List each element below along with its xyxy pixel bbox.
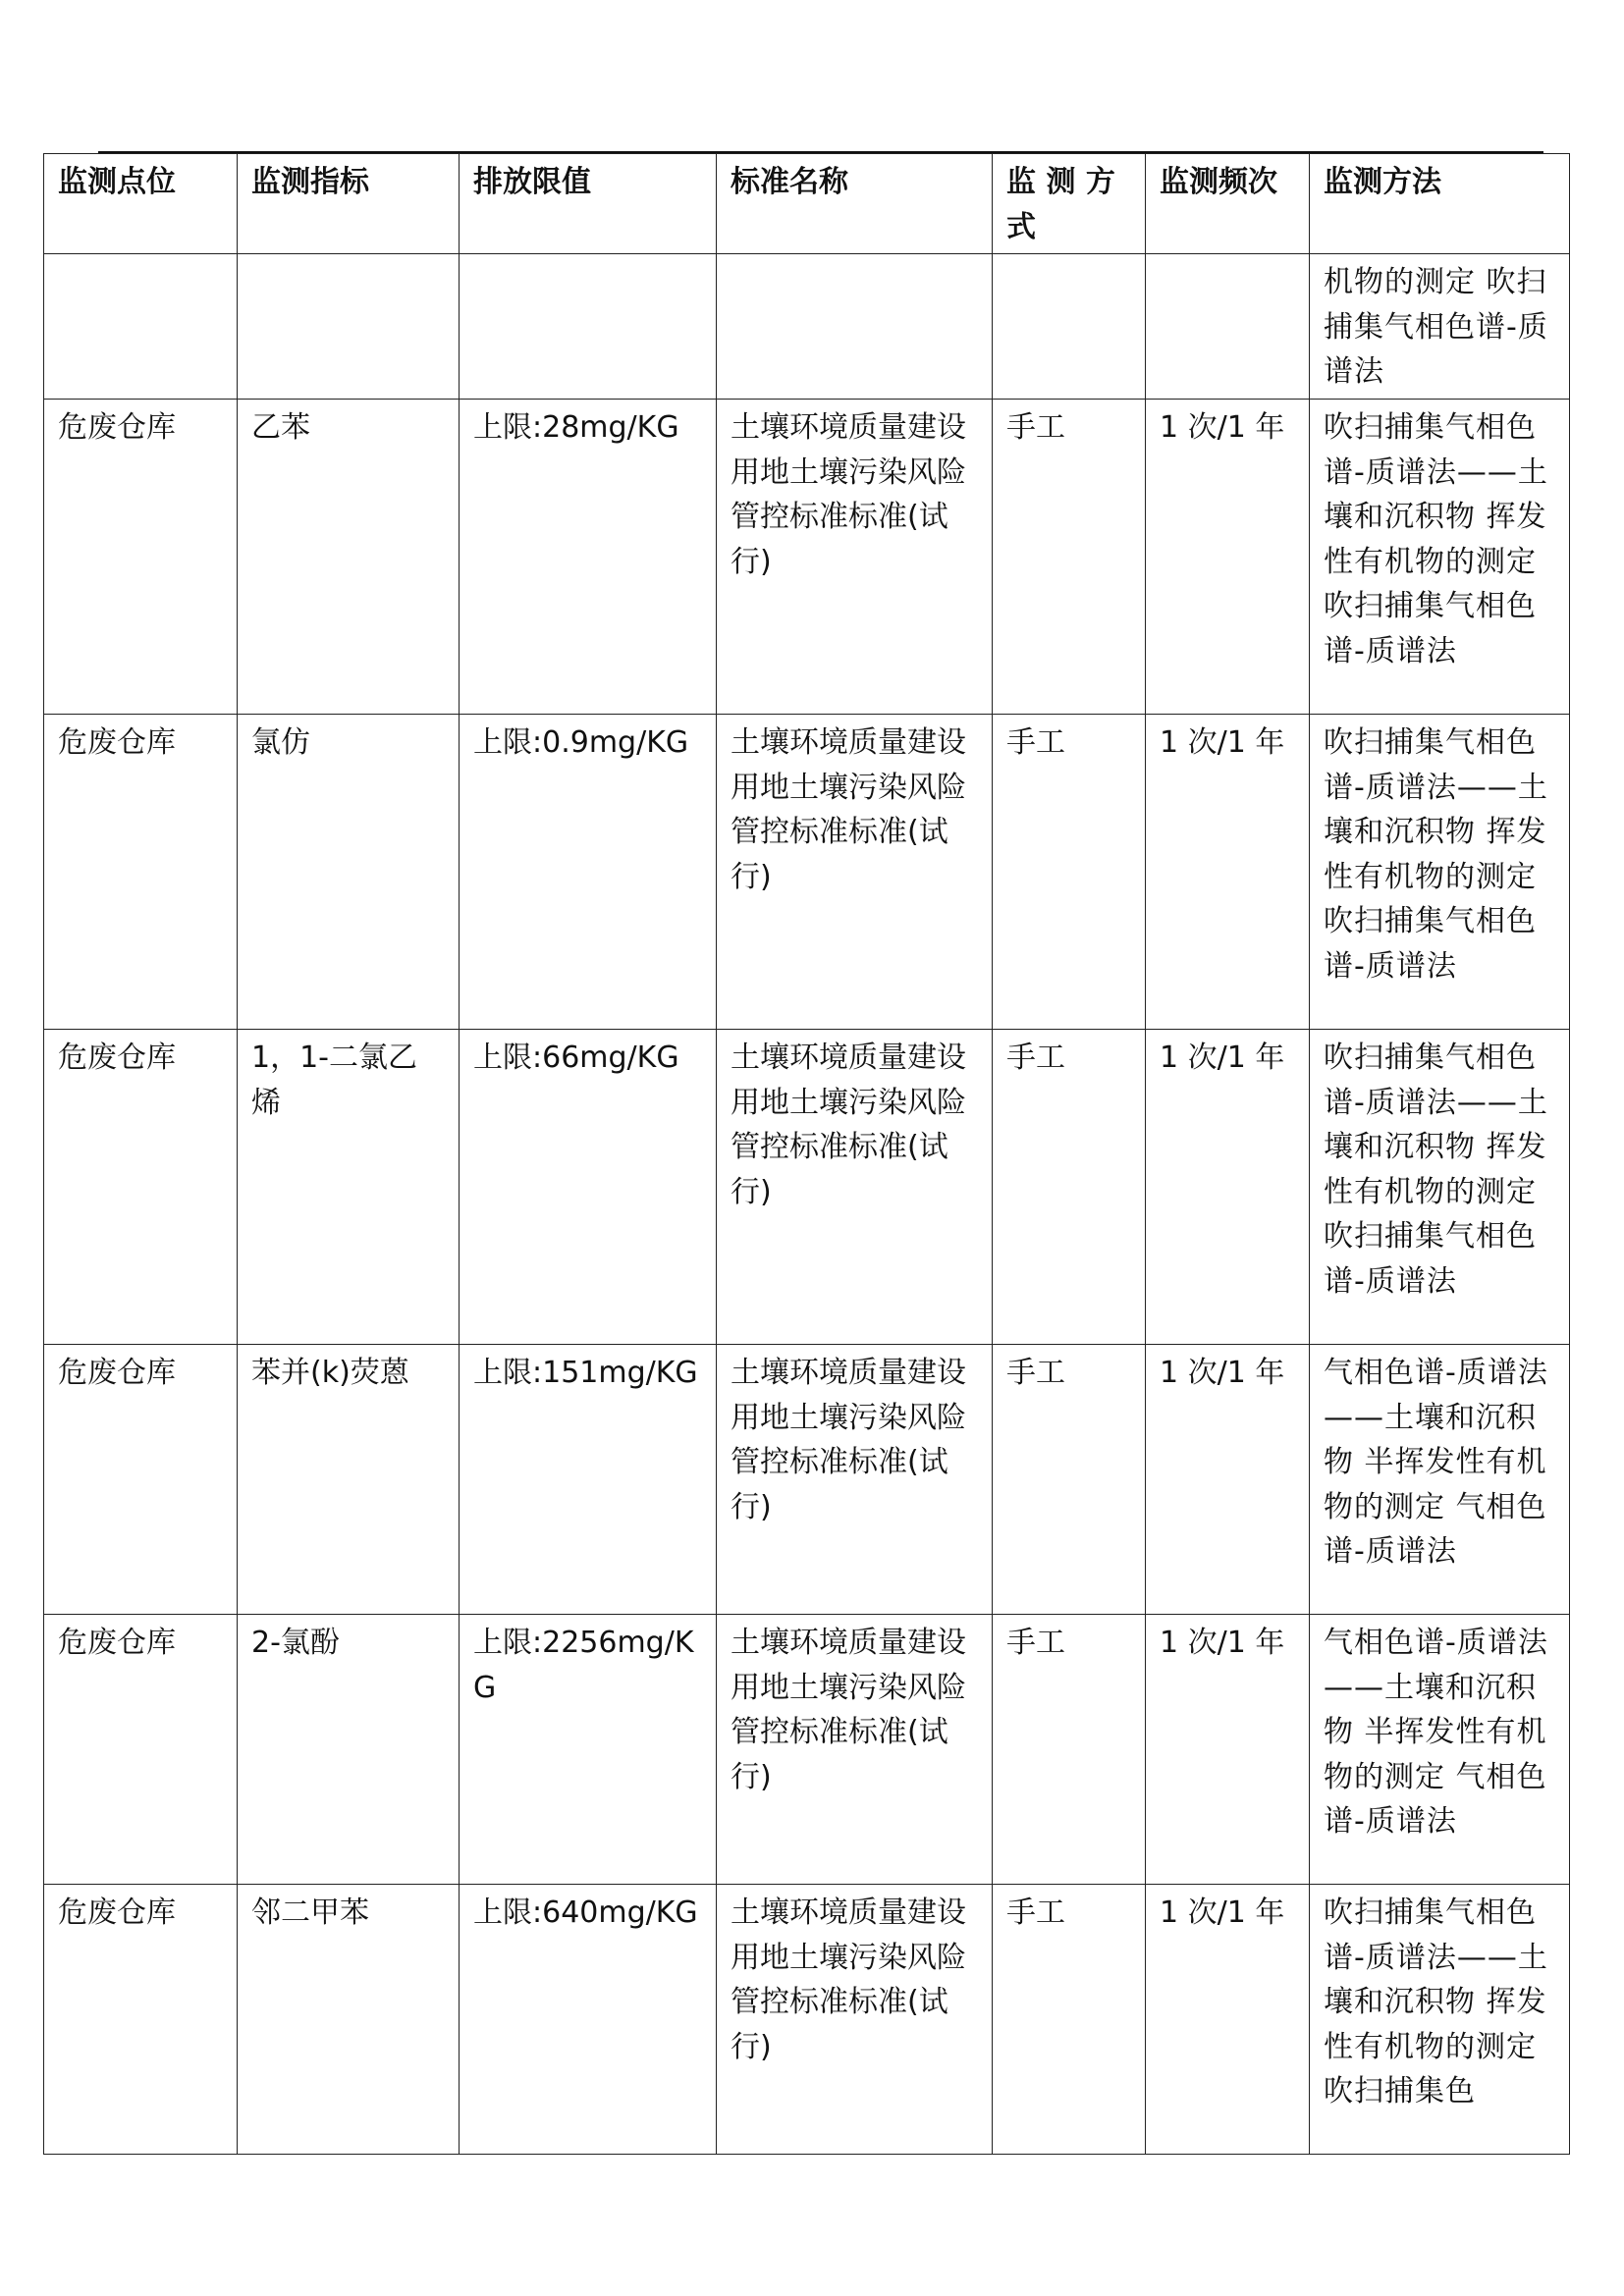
frequency-cell: 1 次/1 年: [1146, 714, 1310, 1029]
mode-cell: 手工: [993, 714, 1146, 1029]
limit-cell: [460, 254, 717, 400]
method-cell: 气相色谱-质谱法——土壤和沉积物 半挥发性有机物的测定 气相色谱-质谱法: [1310, 1344, 1570, 1614]
frequency-cell: 1 次/1 年: [1146, 1614, 1310, 1884]
monitoring-point-cell: 危废仓库: [44, 399, 238, 714]
method-cell: 机物的测定 吹扫捕集气相色谱-质谱法: [1310, 254, 1570, 400]
monitoring-point-cell: 危废仓库: [44, 1029, 238, 1344]
mode-cell: 手工: [993, 399, 1146, 714]
mode-cell: [993, 254, 1146, 400]
header-row: [44, 154, 1570, 254]
frequency-cell: 1 次/1 年: [1146, 1029, 1310, 1344]
frequency-cell: 1 次/1 年: [1146, 1884, 1310, 2154]
mode-cell: 手工: [993, 1614, 1146, 1884]
frequency-cell: 1 次/1 年: [1146, 1344, 1310, 1614]
standard-cell: 土壤环境质量建设用地土壤污染风险管控标准标准(试行): [717, 714, 993, 1029]
mode-cell: 手工: [993, 1029, 1146, 1344]
standard-cell: 土壤环境质量建设用地土壤污染风险管控标准标准(试行): [717, 1884, 993, 2154]
frequency-cell: [1146, 254, 1310, 400]
indicator-cell: 2-氯酚: [238, 1614, 460, 1884]
monitoring-point-cell: 危废仓库: [44, 1614, 238, 1884]
monitoring-point-cell: 危废仓库: [44, 1344, 238, 1614]
method-cell: 吹扫捕集气相色谱-质谱法——土壤和沉积物 挥发性有机物的测定 吹扫捕集色: [1310, 1884, 1570, 2154]
limit-cell: 上限:66mg/KG: [460, 1029, 717, 1344]
standard-cell: [717, 254, 993, 400]
monitoring-point-cell: 危废仓库: [44, 714, 238, 1029]
standard-cell: 土壤环境质量建设用地土壤污染风险管控标准标准(试行): [717, 1614, 993, 1884]
table-row: [44, 714, 1570, 1029]
table-row: [44, 1344, 1570, 1614]
method-cell: 气相色谱-质谱法——土壤和沉积物 半挥发性有机物的测定 气相色谱-质谱法: [1310, 1614, 1570, 1884]
table-row: [44, 1029, 1570, 1344]
limit-cell: 上限:151mg/KG: [460, 1344, 717, 1614]
standard-cell: 土壤环境质量建设用地土壤污染风险管控标准标准(试行): [717, 399, 993, 714]
indicator-cell: 1，1-二氯乙烯: [238, 1029, 460, 1344]
indicator-cell: 邻二甲苯: [238, 1884, 460, 2154]
standard-cell: 土壤环境质量建设用地土壤污染风险管控标准标准(试行): [717, 1344, 993, 1614]
monitoring-table: [43, 153, 1570, 2155]
header-monitoring-mode: 监 测 方 式: [993, 154, 1146, 254]
table-row: [44, 1884, 1570, 2154]
frequency-cell: 1 次/1 年: [1146, 399, 1310, 714]
header-monitoring-point: 监测点位: [44, 154, 238, 254]
header-monitoring-frequency: 监测频次: [1146, 154, 1310, 254]
indicator-cell: 氯仿: [238, 714, 460, 1029]
header-monitoring-indicator: 监测指标: [238, 154, 460, 254]
limit-cell: 上限:28mg/KG: [460, 399, 717, 714]
header-monitoring-method: 监测方法: [1310, 154, 1570, 254]
limit-cell: 上限:640mg/KG: [460, 1884, 717, 2154]
method-cell: 吹扫捕集气相色谱-质谱法——土壤和沉积物 挥发性有机物的测定 吹扫捕集气相色谱-质谱法: [1310, 714, 1570, 1029]
table-row: [44, 399, 1570, 714]
method-cell: 吹扫捕集气相色谱-质谱法——土壤和沉积物 挥发性有机物的测定 吹扫捕集气相色谱-质谱法: [1310, 399, 1570, 714]
limit-cell: 上限:2256mg/KG: [460, 1614, 717, 1884]
indicator-cell: [238, 254, 460, 400]
mode-cell: 手工: [993, 1884, 1146, 2154]
continuation-row: [44, 254, 1570, 400]
indicator-cell: 苯并(k)荧蒽: [238, 1344, 460, 1614]
monitoring-point-cell: 危废仓库: [44, 1884, 238, 2154]
indicator-cell: 乙苯: [238, 399, 460, 714]
method-cell: 吹扫捕集气相色谱-质谱法——土壤和沉积物 挥发性有机物的测定 吹扫捕集气相色谱-质谱法: [1310, 1029, 1570, 1344]
header-standard-name: 标准名称: [717, 154, 993, 254]
monitoring-point-cell: [44, 254, 238, 400]
mode-cell: 手工: [993, 1344, 1146, 1614]
header-emission-limit: 排放限值: [460, 154, 717, 254]
limit-cell: 上限:0.9mg/KG: [460, 714, 717, 1029]
standard-cell: 土壤环境质量建设用地土壤污染风险管控标准标准(试行): [717, 1029, 993, 1344]
table-row: [44, 1614, 1570, 1884]
